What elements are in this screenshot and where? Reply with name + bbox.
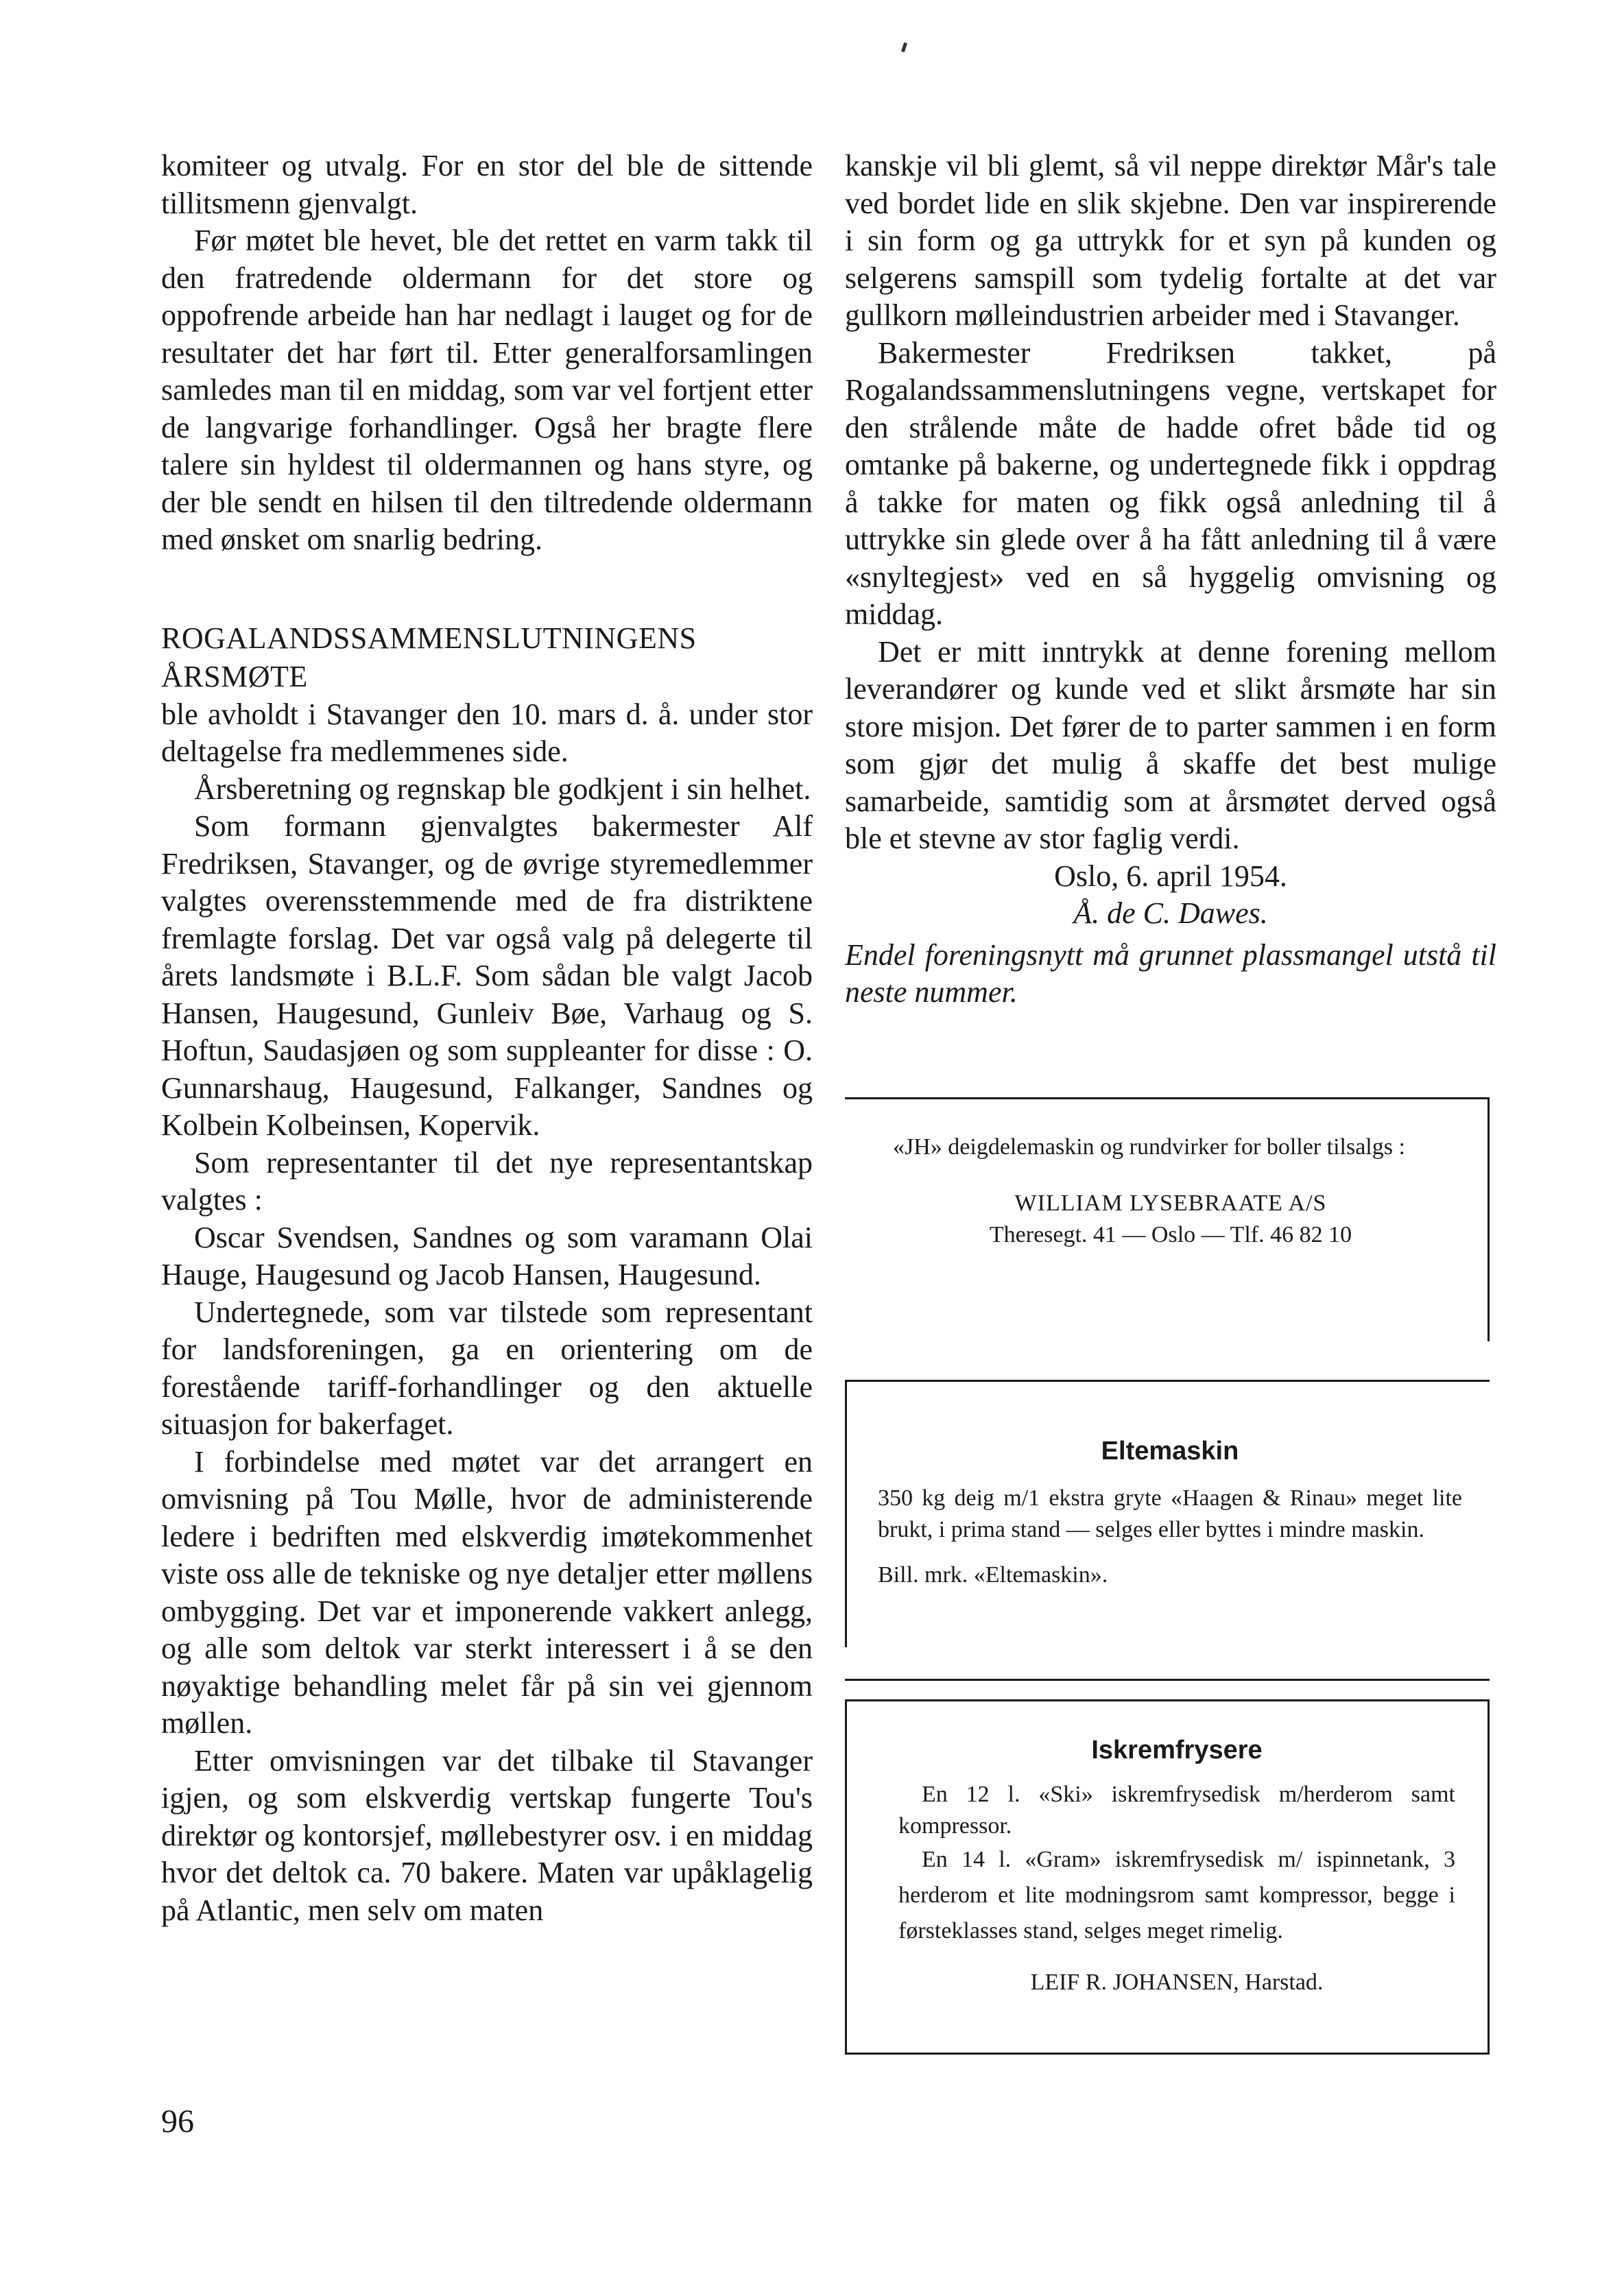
section-heading [161, 619, 813, 696]
paragraph: Det er mitt inntrykk at denne forening mellom leverandører og kunde ved et slikt årsmøte har sin store misjon. Det fører de to parter sammen i en form som gjør det mulig å skaffe det best mulige samarbeide, samtidig som at årsmøtet derved også ble et stevne av stor faglig verdi. [845, 634, 1496, 855]
ad-border-top [845, 1699, 1490, 1701]
paragraph: Som formann gjenvalgtes bakermester Alf Fredriksen, Stavanger, og de øvrige styremedlemmer valgtes overensstemmende med de fra distriktene fremlagte forslag. Det var også valg på delegerte til årets landsmøte i B.L.F. Som sådan ble valgt Jacob Hansen, Haugesund, Gunleiv Bøe, Varhaug og S. Hoftun, Saudasjøen og som suppleanter for disse : O. Gunnarshaug, Haugesund, Falkanger, Sandnes og Kolbein Kolbeinsen, Kopervik. [161, 809, 813, 1142]
ad-text: «JH» deigdelemaskin og rundvirker for boller tilsalgs : [893, 1134, 1405, 1160]
paragraph: Oscar Svendsen, Sandnes og som varamann Olai Hauge, Haugesund og Jacob Hansen, Haugesund. [161, 1220, 813, 1291]
page-number: 96 [161, 2103, 194, 2140]
paragraph: Årsberetning og regnskap ble godkjent i sin helhet. [194, 772, 811, 806]
paragraph: I forbindelse med møtet var det arrangert en omvisning på Tou Mølle, hvor de administerende ledere i bedriften med elskverdig imøtekommenhet viste oss alle de tekniske og nye detaljer etter møllens ombygging. Det var et imponerende vakkert anlegg, og alle som deltok var sterkt interessert i å se den nøyaktige behandling melet får på sin vei gjennom møllen. [161, 1444, 813, 1740]
ad-border-top [845, 1097, 1490, 1099]
paragraph: Før møtet ble hevet, ble det rettet en varm takk til den fratredende oldermann for det store og oppofrende arbeide han har nedlagt i lauget og for de resultater det har ført til. Etter generalforsamlingen samledes man til en middag, som var vel fortjent etter de langvarige forhandlinger. Også her bragte flere talere sin hyldest til oldermannen og hans styre, og der ble sendt en hilsen til den tiltredende oldermann med ønsket om snarlig bedring. [161, 224, 813, 556]
ad-text: 350 kg deig m/1 ekstra gryte «Haagen & Rinau» meget lite brukt, i prima stand — selges eller byttes i mindre maskin. [878, 1485, 1462, 1542]
ad-border-bottom [845, 1679, 1490, 1681]
ad-border-right [1487, 1097, 1490, 1341]
ad-iskremfrysere [845, 1699, 1490, 2055]
ad-border-bottom [845, 2053, 1490, 2055]
ad-text: En 14 l. «Gram» iskremfrysedisk m/ ispinnetank, 3 herderom et lite modningsrom samt kompressor, begge i førsteklasses stand, selges meget rimelig. [898, 1847, 1455, 1944]
ad-border-top [845, 1380, 1490, 1382]
section-heading-line2: ÅRSMØTE [161, 659, 308, 693]
signature: Å. de C. Dawes. [1073, 896, 1268, 930]
ad-jh-deigdelemaskin [845, 1097, 1490, 1341]
ad-title: Eltemaskin [1101, 1437, 1239, 1466]
ad-company: WILLIAM LYSEBRAATE A/S [1014, 1191, 1327, 1216]
paragraph: Bakermester Fredriksen takket, på Rogalandssammenslutningens vegne, vertskapet for den strålende måte de hadde ofret både tid og omtanke på bakerne, og undertegnede fikk i oppdrag å takke for maten og fikk også anledning til å uttrykke sin glede over å ha fått anledning til å være «snyltegjest» ved en så hyggelig omvisning og middag. [845, 335, 1496, 631]
paragraph: kanskje vil bli glemt, så vil neppe direktør Mår's tale ved bordet lide en slik skjebne. Den var inspirerende i sin form og ga uttrykk for et syn på kunden og selgerens samspill som tydelig fortalte at det var gullkorn mølleindustrien arbeider med i Stavanger. [845, 149, 1496, 332]
ad-border-left [845, 1699, 847, 2055]
ad-title: Iskremfrysere [1091, 1736, 1263, 1765]
left-column [161, 147, 813, 1929]
ad-address: Theresegt. 41 — Oslo — Tlf. 46 82 10 [989, 1222, 1352, 1247]
editor-notice: Endel foreningsnytt må grunnet plassmangel utstå til neste nummer. [845, 937, 1496, 1009]
paragraph: komiteer og utvalg. For en stor del ble de sittende tillitsmenn gjenvalgt. [161, 149, 813, 220]
paragraph: ble avholdt i Stavanger den 10. mars d. å. under stor deltagelse fra medlemmenes side. [161, 697, 813, 768]
section-heading-line1: ROGALANDSSAMMENSLUTNINGENS [161, 621, 697, 655]
right-column [845, 147, 1496, 1012]
ad-border-right [1487, 1699, 1490, 2055]
print-mark [901, 43, 907, 53]
paragraph: Etter omvisningen var det tilbake til Stavanger igjen, og som elskverdig vertskap fungerte Tou's direktør og kontorsjef, møllebestyrer osv. i en middag hvor det deltok ca. 70 bakere. Maten var upåklagelig på Atlantic, men selv om maten [161, 1743, 813, 1927]
place-date: Oslo, 6. april 1954. [1054, 859, 1287, 893]
ad-border-left [845, 1380, 847, 1647]
paragraph: Som representanter til det nye representantskap valgtes : [161, 1145, 813, 1217]
paragraph: Undertegnede, som var tilstede som representant for landsforeningen, ga en orientering om de forestående tariff-forhandlinger og den aktuelle situasjon for bakerfaget. [161, 1295, 813, 1441]
ad-eltemaskin [845, 1380, 1490, 1680]
ad-text: En 12 l. «Ski» iskremfrysedisk m/herderom samt kompressor. [898, 1782, 1455, 1839]
ad-contact: LEIF R. JOHANSEN, Harstad. [1030, 1970, 1324, 1995]
ad-contact: Bill. mrk. «Eltemaskin». [878, 1562, 1108, 1588]
